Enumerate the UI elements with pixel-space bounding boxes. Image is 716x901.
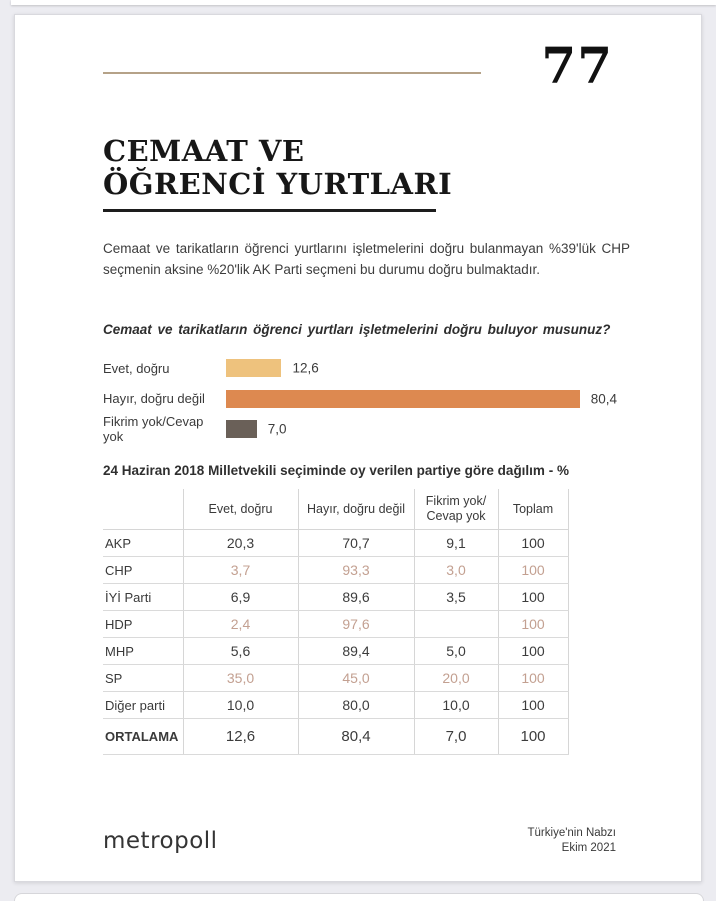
page-title-line1: CEMAAT VE <box>103 134 305 168</box>
footer-edition-title: Türkiye'nin Nabzı <box>527 827 616 839</box>
header-toplam: Toplam <box>498 489 568 530</box>
chart-category-label: Fikrim yok/Cevap yok <box>103 414 204 445</box>
table-row-sp: SP 35,0 45,0 20,0 100 <box>103 665 568 692</box>
chart-bar-hayir <box>226 390 580 408</box>
table-row-ortalama: ORTALAMA 12,6 80,4 7,0 100 <box>103 719 568 755</box>
header-rule <box>103 72 481 74</box>
table-row-diger: Diğer parti 10,0 80,0 10,0 100 <box>103 692 568 719</box>
chart-category-label: Evet, doğru <box>103 360 170 376</box>
table-row-akp: AKP 20,3 70,7 9,1 100 <box>103 530 568 557</box>
table-row-hdp: HDP 2,4 97,6 100 <box>103 611 568 638</box>
survey-question: Cemaat ve tarikatların öğrenci yurtları işletmelerini doğru buluyor musunuz? <box>103 322 611 337</box>
intro-paragraph: Cemaat ve tarikatların öğrenci yurtlarını işletmelerini doğru bulanmayan %39'lük CHP seçmenin aksine %20'lik AK Parti seçmeni bu durumu doğru bulmaktadır. <box>103 241 630 277</box>
table-subtitle: 24 Haziran 2018 Milletvekili seçiminde oy verilen partiye göre dağılım - % <box>103 463 569 478</box>
chart-value-label: 80,4 <box>590 391 618 407</box>
chart-category-label: Hayır, doğru değil <box>103 391 205 407</box>
title-underline <box>103 209 436 212</box>
table-header-row <box>103 489 568 530</box>
page-number: 77 <box>541 36 613 95</box>
bar-chart <box>103 353 663 445</box>
header-hayir: Hayır, doğru değil <box>298 489 414 530</box>
chart-bar-track <box>226 390 666 408</box>
footer-edition <box>528 826 616 856</box>
report-page <box>14 14 702 882</box>
chart-bar-track <box>226 359 666 377</box>
chart-value-label: 7,0 <box>267 421 287 437</box>
page-title-line2: ÖĞRENCİ YURTLARI <box>103 167 453 201</box>
table-row-mhp: MHP 5,6 89,4 5,0 100 <box>103 638 568 665</box>
chart-row-fikrim <box>103 414 663 445</box>
chart-row-hayir <box>103 384 663 415</box>
table-row-iyi: İYİ Parti 6,9 89,6 3,5 100 <box>103 584 568 611</box>
chart-bar-evet <box>226 359 281 377</box>
header-evet: Evet, doğru <box>183 489 298 530</box>
chart-bar-fikrim <box>226 420 257 438</box>
header-empty <box>103 489 183 530</box>
previous-page-edge <box>11 0 716 5</box>
chart-row-evet <box>103 353 663 384</box>
page-title <box>103 135 452 212</box>
chart-value-label: 12,6 <box>292 360 319 376</box>
header-fikrim: Fikrim yok/ Cevap yok <box>414 489 498 530</box>
table-row-chp: CHP 3,7 93,3 3,0 100 <box>103 557 568 584</box>
chart-bar-track <box>226 420 666 438</box>
footer-edition-date: Ekim 2021 <box>561 841 616 854</box>
party-table <box>103 489 569 755</box>
metropoll-logo: metropoll <box>103 828 218 854</box>
